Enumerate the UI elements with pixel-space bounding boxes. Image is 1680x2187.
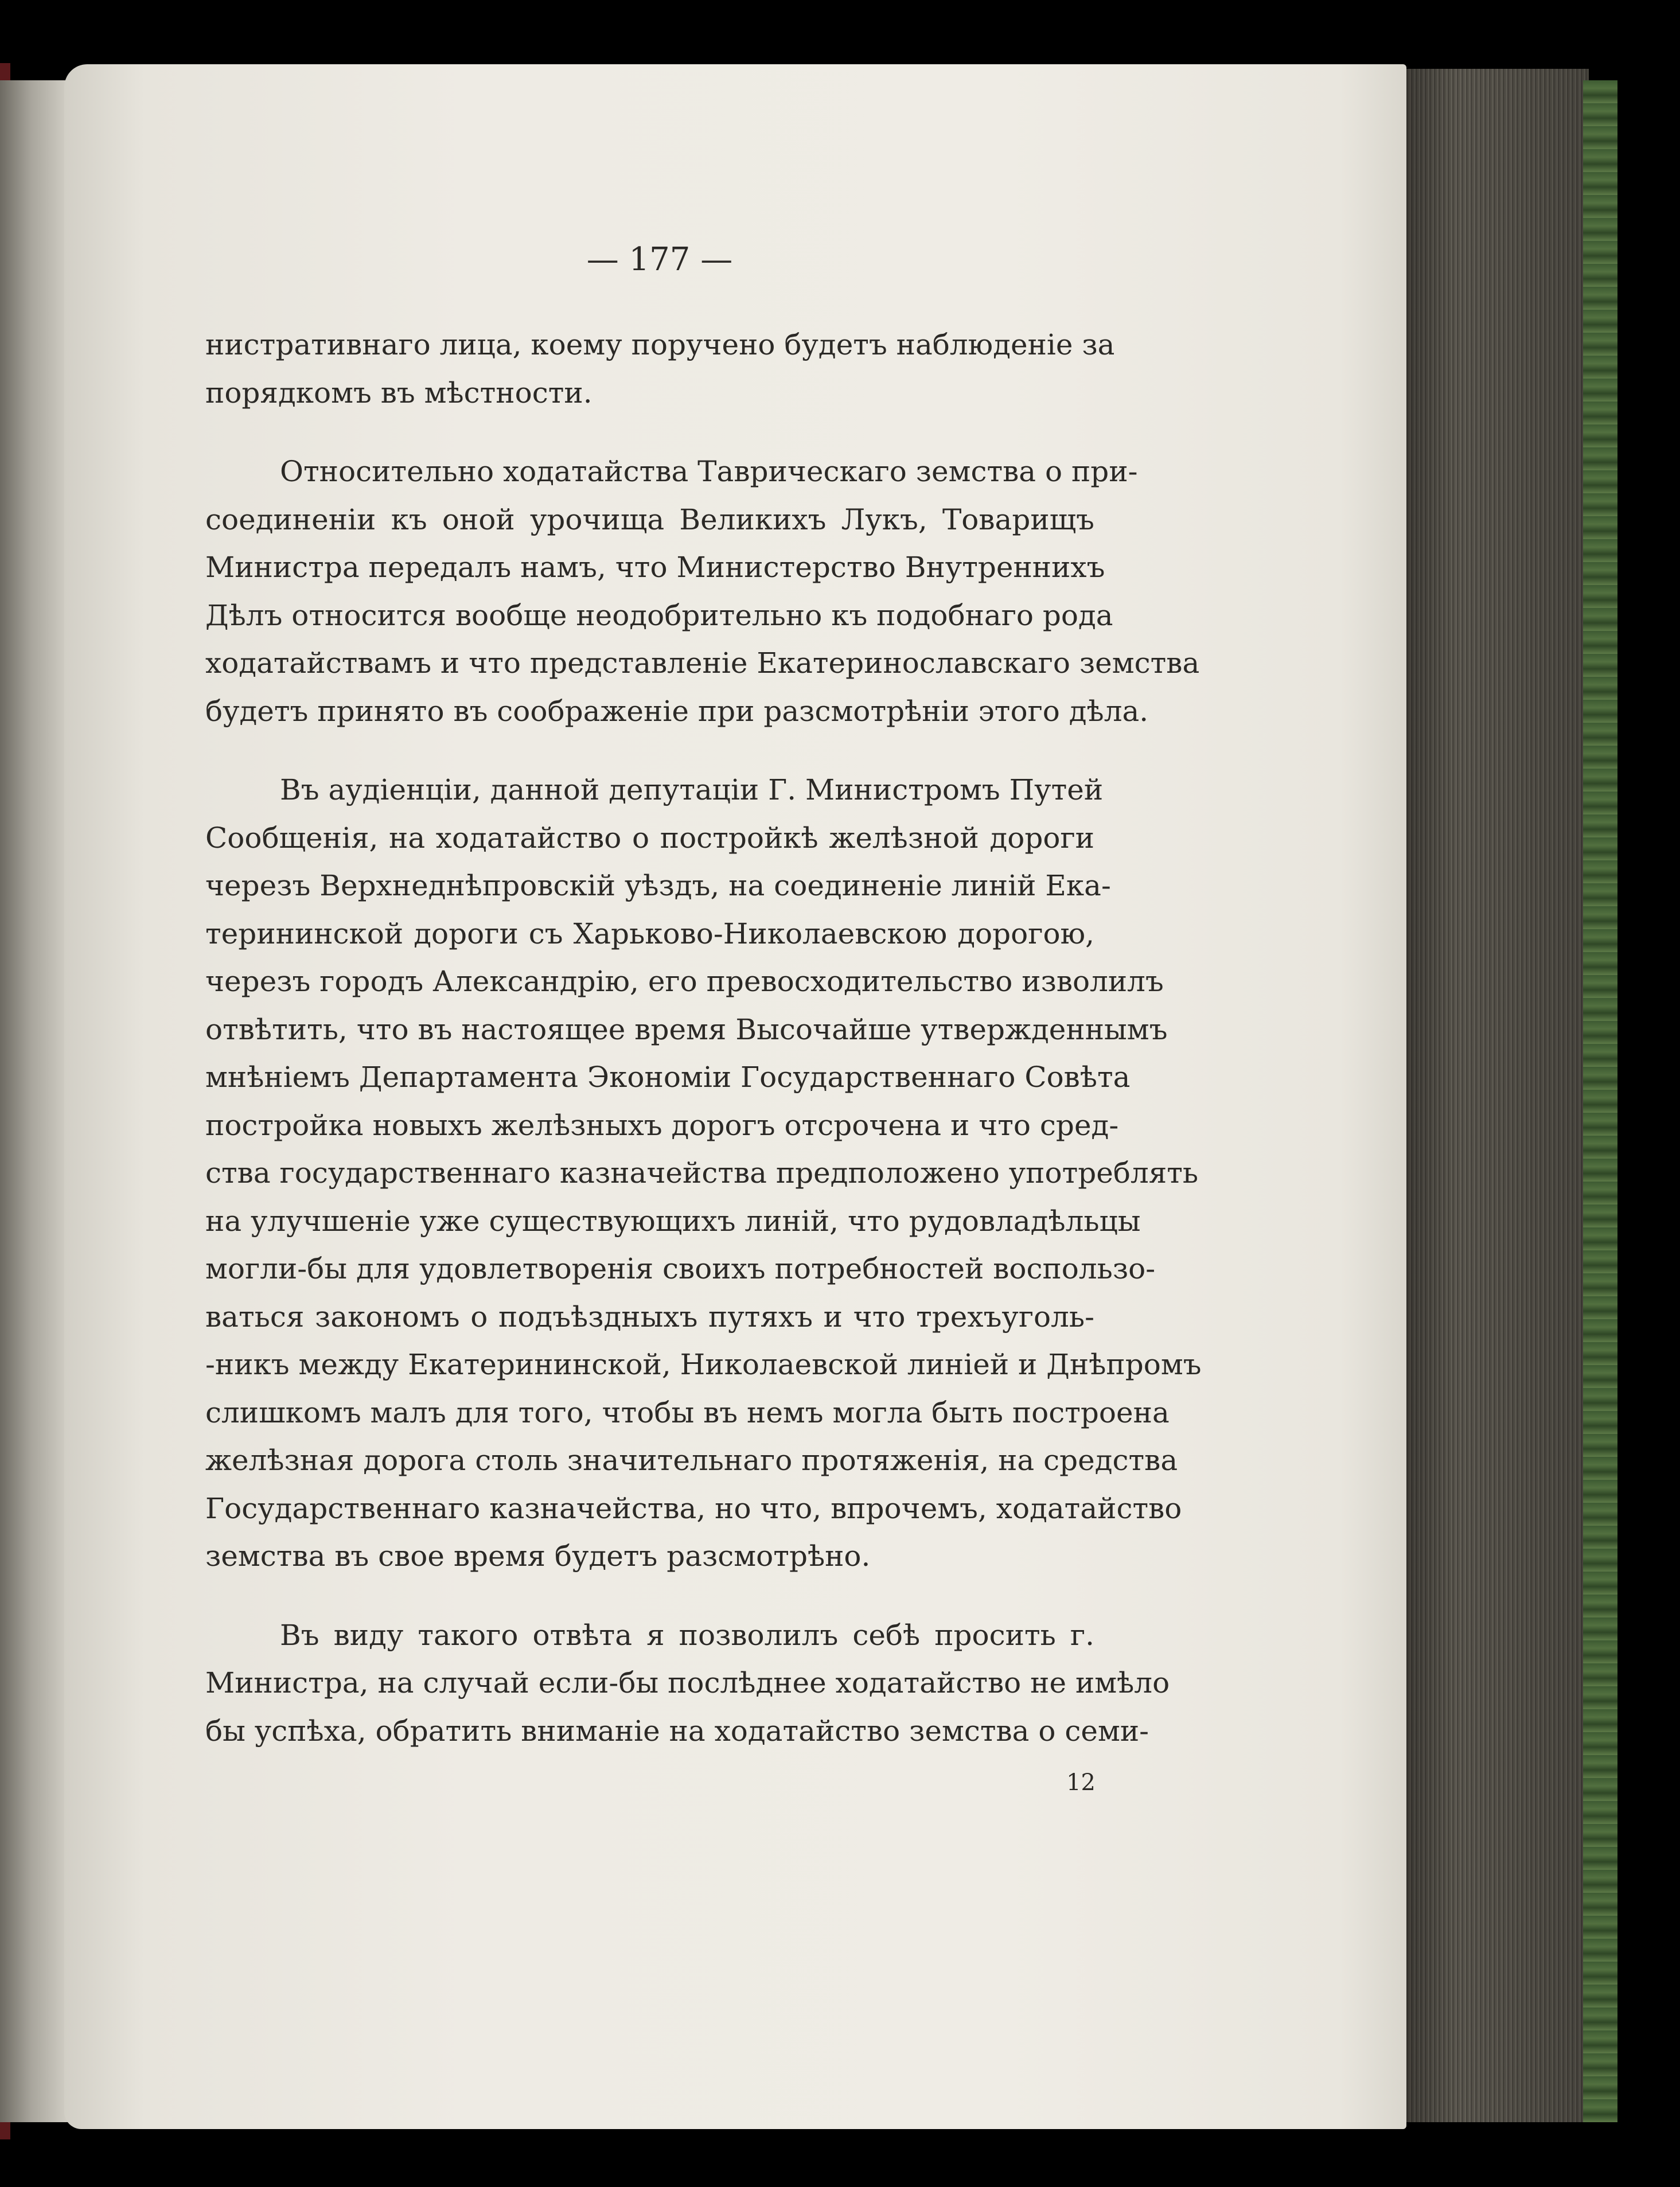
book-page-block-shade [1400, 69, 1589, 2122]
text-line: ваться закономъ о подъѣздныхъ путяхъ и что трехъуголь- [205, 1300, 1094, 1334]
text-line: терининской дороги съ Харьково-Николаевскою дорогою, [205, 917, 1094, 950]
page-number: — 177 — [586, 241, 733, 278]
text-line: отвѣтить, что въ настоящее время Высочайше утвержденнымъ [205, 1012, 1168, 1046]
text-line: -никъ между Екатерининской, Николаевской линіей и Днѣпромъ [205, 1348, 1202, 1381]
paragraph-gap [205, 417, 1094, 448]
text-line: могли-бы для удовлетворенія своихъ потребностей воспользо- [205, 1252, 1156, 1285]
text-line: черезъ городъ Александрію, его превосходительство изволилъ [205, 965, 1164, 998]
text-line: Относительно ходатайства Таврическаго земства о при- [280, 455, 1138, 488]
text-line: Министра передалъ намъ, что Министерство Внутреннихъ [205, 551, 1105, 584]
text-line: постройка новыхъ желѣзныхъ дорогъ отсрочена и что сред- [205, 1108, 1119, 1142]
text-line: бы успѣха, обратить вниманіе на ходатайство земства о семи- [205, 1714, 1149, 1748]
text-line: земства въ свое время будетъ разсмотрѣно. [205, 1539, 871, 1573]
text-line: Въ аудіенціи, данной депутаціи Г. Министромъ Путей [280, 773, 1104, 806]
paragraph-gap [205, 1581, 1094, 1612]
text-line: Государственнаго казначейства, но что, впрочемъ, ходатайство [205, 1491, 1182, 1525]
paragraph-gap [205, 735, 1094, 766]
text-line: слишкомъ малъ для того, чтобы въ немъ могла быть построена [205, 1395, 1170, 1429]
page-text [205, 321, 1202, 1755]
text-line: соединеніи къ оной урочища Великихъ Лукъ, Товарищъ [205, 502, 1094, 536]
text-line: Въ виду такого отвѣта я позволилъ себѣ просить г. [280, 1618, 1094, 1652]
text-line: на улучшеніе уже существующихъ линій, что рудовладѣльцы [205, 1204, 1141, 1238]
text-line: Дѣлъ относится вообще неодобрительно къ подобнаго рода [205, 598, 1113, 632]
text-line: ходатайствамъ и что представленіе Екатеринославскаго земства [205, 646, 1200, 680]
text-line: Министра, на случай если-бы послѣднее ходатайство не имѣло [205, 1666, 1170, 1699]
text-line: мнѣніемъ Департамента Экономіи Государственнаго Совѣта [205, 1061, 1131, 1094]
text-line: будетъ принято въ соображеніе при разсмотрѣніи этого дѣла. [205, 694, 1149, 728]
text-line: нистративнаго лица, коему поручено будетъ наблюденіе за [205, 328, 1115, 361]
right-cover-edge [1583, 80, 1617, 2122]
text-line: порядкомъ въ мѣстности. [205, 376, 593, 410]
text-line: черезъ Верхнеднѣпровскій уѣздъ, на соединеніе линій Ека- [205, 869, 1111, 902]
signature-mark: 12 [1066, 1769, 1096, 1796]
text-line: желѣзная дорога столь значительнаго протяженія, на средства [205, 1444, 1178, 1477]
text-line: ства государственнаго казначейства предположено употреблять [205, 1156, 1199, 1190]
text-line: Сообщенія, на ходатайство о постройкѣ желѣзной дороги [205, 821, 1094, 855]
